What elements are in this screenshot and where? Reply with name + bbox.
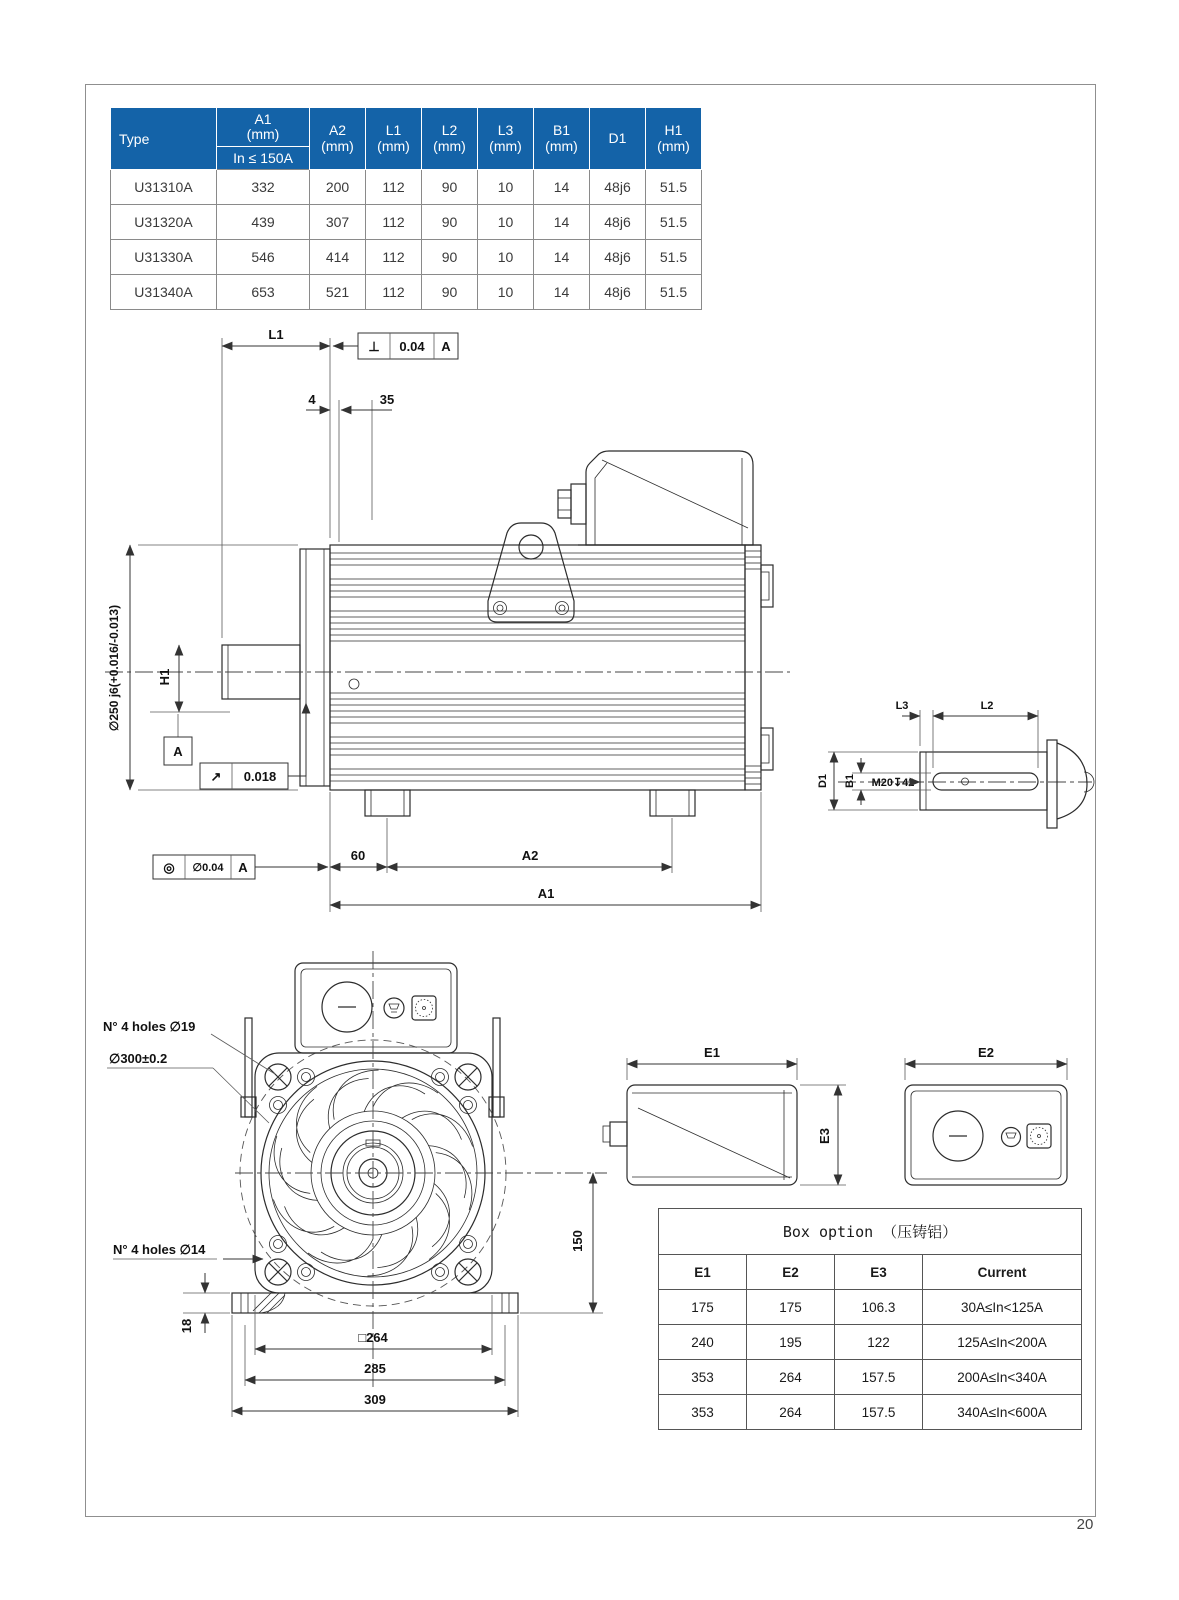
table-row: 353 264 157.5 340A≤In<600A: [659, 1395, 1082, 1430]
col-header-a1-label: A1: [254, 110, 272, 127]
side-view-dimensions: [107, 327, 761, 912]
col-header-d1: D1: [590, 108, 646, 170]
junction-box: [558, 451, 761, 545]
dim-309-label: 309: [364, 1392, 386, 1407]
front-view-drawing: [95, 925, 615, 1430]
col-header-a2: A2 (mm): [310, 108, 366, 170]
table-row: U31340A 653 521 112 90 10 14 48j6 51.5: [111, 275, 702, 310]
dimension-table: [110, 107, 702, 310]
box-table-title: Box option （压铸铝）: [659, 1209, 1082, 1255]
datum-a-label: A: [173, 744, 183, 759]
dim-e2-label: E2: [978, 1045, 994, 1060]
pin-connector: [1027, 1124, 1051, 1148]
holes-14-label: N° 4 holes ∅14: [113, 1242, 206, 1257]
datum-a-flag: [164, 714, 192, 765]
dim-a2-label: A2: [521, 848, 539, 863]
concentricity-datum: A: [238, 860, 248, 875]
box-side-view: [603, 1085, 797, 1185]
dim-l1-label: L1: [268, 327, 284, 342]
dim-35-label: 35: [379, 392, 395, 407]
perpendicularity-datum: A: [441, 339, 451, 354]
concentricity-symbol: ◎: [163, 860, 175, 875]
page-number: 20: [1076, 1516, 1094, 1533]
cooling-fins: [330, 553, 745, 781]
runout-symbol: ↗: [210, 769, 222, 784]
motor-body: [105, 451, 790, 816]
terminal-box-views: [590, 1030, 1080, 1200]
perpendicularity-symbol: ⊥: [368, 339, 380, 354]
col-header-l1: L1 (mm): [366, 108, 422, 170]
dim-60-label: 60: [350, 848, 366, 863]
cable-gland: [558, 484, 586, 524]
dim-d1-label: D1: [817, 773, 829, 789]
table-row: U31330A 546 414 112 90 10 14 48j6 51.5: [111, 240, 702, 275]
dim-l3-label: L3: [895, 700, 909, 712]
box-col-e2: E2: [747, 1255, 835, 1290]
table-row: 240 195 122 125A≤In<200A: [659, 1325, 1082, 1360]
dim-a1-label: A1: [537, 886, 555, 901]
shaft-detail-dimensions: [817, 700, 1038, 810]
col-header-type: Type: [111, 108, 217, 170]
runout-frame: [200, 703, 306, 789]
base-plate: [232, 1293, 518, 1313]
concentricity-value: ∅0.04: [192, 862, 224, 874]
pin-connector: [412, 996, 436, 1020]
concentricity-frame: [153, 855, 328, 879]
front-view-dimensions: [103, 1019, 603, 1417]
lifting-bracket: [488, 523, 574, 622]
col-header-a1-sub: In ≤ 150A: [217, 146, 309, 169]
dim-e3-label: E3: [817, 1128, 832, 1144]
junction-box-front: [295, 963, 457, 1053]
dim-4-label: 4: [308, 392, 316, 407]
box-col-current: Current: [923, 1255, 1082, 1290]
dim-264-label: □264: [358, 1330, 388, 1345]
dim-l2-label: L2: [980, 700, 994, 712]
hatch-detail: [253, 1293, 285, 1313]
holes-19-label: N° 4 holes ∅19: [103, 1019, 196, 1034]
box-front-view: [905, 1085, 1067, 1185]
shaft-diameter-label: ∅250 j6(+0.016/-0.013): [107, 604, 121, 732]
col-header-h1: H1 (mm): [646, 108, 702, 170]
dim-18-label: 18: [179, 1318, 194, 1334]
thread-callout: M20↧42: [871, 777, 915, 789]
perpendicularity-frame: [333, 333, 458, 359]
col-header-l3: L3 (mm): [478, 108, 534, 170]
circle-300-label: ∅300±0.2: [109, 1051, 168, 1066]
dim-285-label: 285: [364, 1361, 386, 1376]
dim-h1-label: H1: [157, 668, 172, 686]
side-view-drawing: [90, 320, 1100, 920]
table-row: 175 175 106.3 30A≤In<125A: [659, 1290, 1082, 1325]
rear-end-cap: [745, 545, 773, 790]
col-header-b1: B1 (mm): [534, 108, 590, 170]
runout-value: 0.018: [243, 769, 277, 784]
col-header-l2: L2 (mm): [422, 108, 478, 170]
shaft-detail-drawing: [817, 700, 1094, 828]
col-header-a1: [217, 108, 310, 170]
perpendicularity-value: 0.04: [399, 339, 425, 354]
box-connector-stub: [610, 1122, 627, 1146]
table-row: U31310A 332 200 112 90 10 14 48j6 51.5: [111, 170, 702, 205]
small-connector: [384, 998, 404, 1018]
dim-150-label: 150: [570, 1230, 585, 1252]
box-col-e3: E3: [835, 1255, 923, 1290]
dim-e1-label: E1: [704, 1045, 720, 1060]
mounting-feet: [365, 790, 695, 816]
col-header-a1-unit: (mm): [246, 126, 280, 142]
table-row: 353 264 157.5 200A≤In<340A: [659, 1360, 1082, 1395]
box-col-e1: E1: [659, 1255, 747, 1290]
box-option-table: [658, 1208, 1082, 1430]
dim-b1-label: B1: [844, 773, 856, 789]
table-row: U31320A 439 307 112 90 10 14 48j6 51.5: [111, 205, 702, 240]
